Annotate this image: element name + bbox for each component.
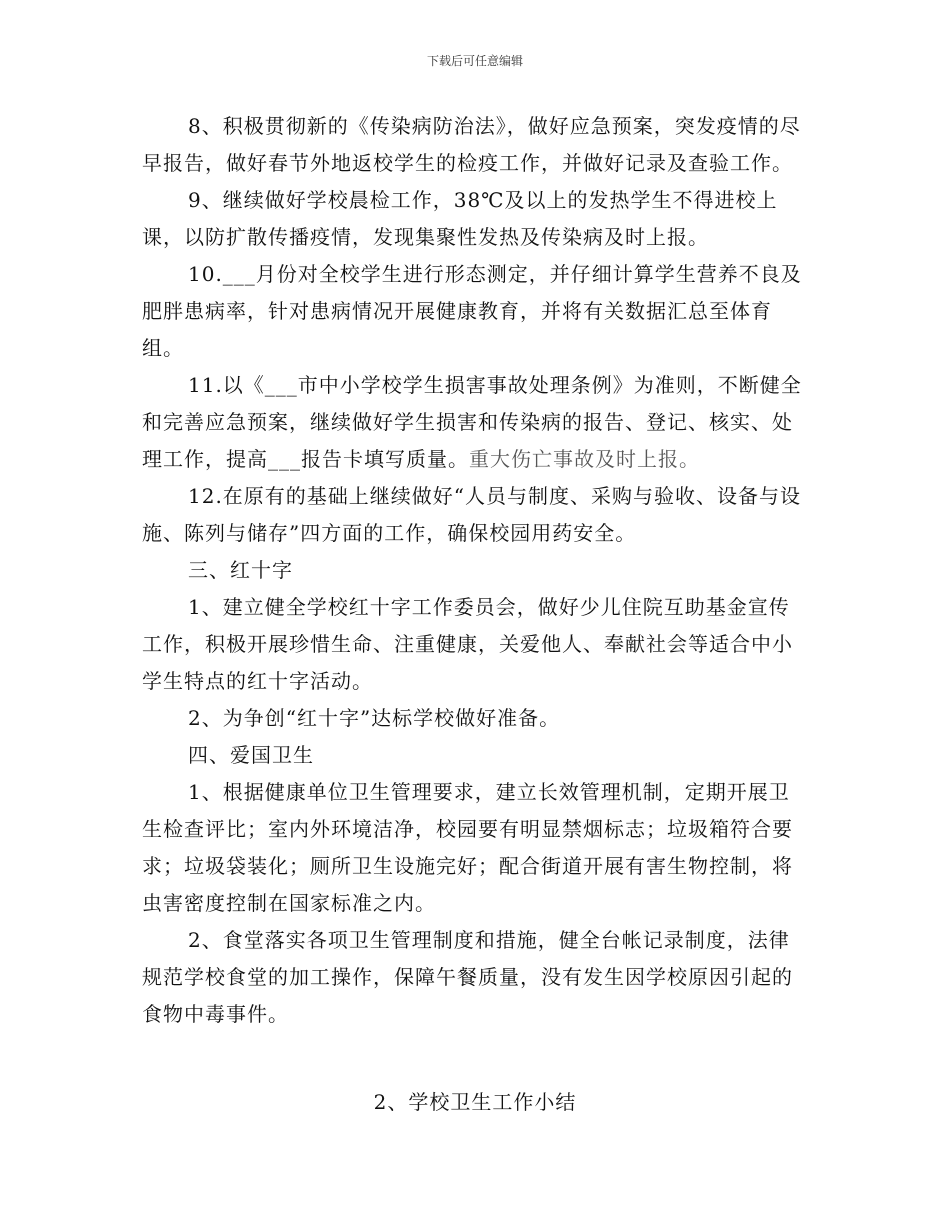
paragraph-item-8: 8、积极贯彻新的《传染病防治法》，做好应急预案，突发疫情的尽早报告，做好春节外地返校学生的检疫工作，并做好记录及查验工作。 [142, 114, 801, 175]
paragraph-item-11 [142, 367, 810, 478]
paragraph-item-12: 12.在原有的基础上继续做好“人员与制度、采购与验收、设备与设施、陈列与储存”四方面的工作，确保校园用药安全。 [142, 484, 802, 545]
section-heading-patriotic-health: 四、爱国卫生 [188, 743, 314, 767]
paragraph-item-10: 10.___月份对全校学生进行形态测定，并仔细计算学生营养不良及肥胖患病率，针对患病情况开展健康教育，并将有关数据汇总至体育组。 [142, 262, 802, 360]
paragraph-item-11-text: 11.以《___市中小学校学生损害事故处理条例》为准则，不断健全和完善应急预案，继续做好学生损害和传染病的报告、登记、核实、处理工作，提高___报告卡填写质量。 [142, 373, 802, 471]
paragraph-health-2: 2、食堂落实各项卫生管理制度和措施，健全台帐记录制度，法律规范学校食堂的加工操作，保障午餐质量，没有发生因学校原因引起的食物中毒事件。 [142, 928, 793, 1026]
page-header: 下载后可任意编辑 [426, 54, 523, 68]
paragraph-health-1: 1、根据健康单位卫生管理要求，建立长效管理机制，定期开展卫生检查评比；室内外环境洁净，校园要有明显禁烟标志；垃圾箱符合要求；垃圾袋装化；厕所卫生设施完好；配合街道开展有害生物控制，将虫害密度控制在国家标准之内。 [142, 780, 793, 915]
document-body [142, 108, 810, 1033]
section-heading-red-cross: 三、红十字 [188, 558, 293, 582]
paragraph-red-cross-2: 2、为争创“红十字”达标学校做好准备。 [188, 706, 561, 730]
paragraph-red-cross-1: 1、建立健全学校红十字工作委员会，做好少儿住院互助基金宣传工作，积极开展珍惜生命、注重健康，关爱他人、奉献社会等适合中小学生特点的红十字活动。 [142, 595, 793, 693]
section-subtitle: 2、学校卫生工作小结 [373, 1090, 577, 1114]
paragraph-item-11-light-text: 重大伤亡事故及时上报。 [469, 447, 700, 471]
paragraph-item-9: 9、继续做好学校晨检工作，38℃及以上的发热学生不得进校上课，以防扩散传播疫情，发现集聚性发热及传染病及时上报。 [142, 188, 778, 249]
